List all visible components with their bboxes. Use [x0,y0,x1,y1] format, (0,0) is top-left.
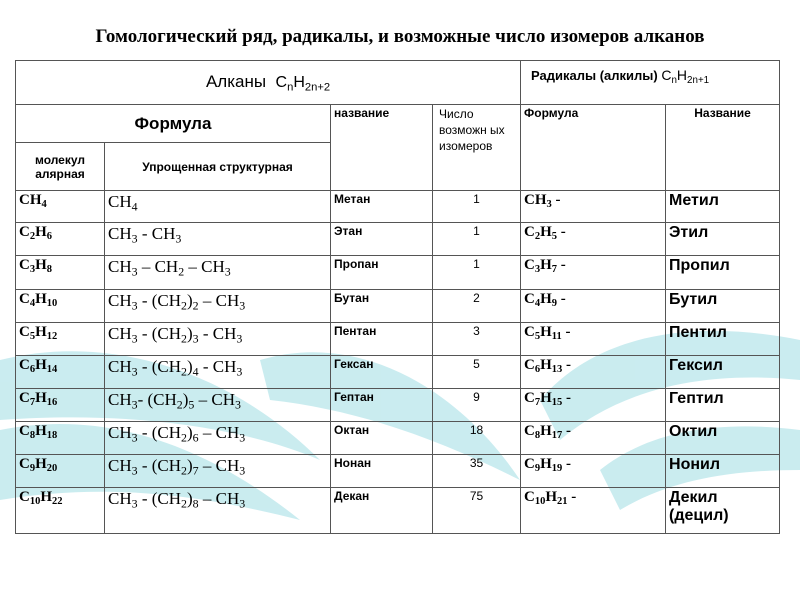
alkane-name: Метан [331,191,433,223]
table-row [16,455,780,488]
isomer-count: 2 [433,290,521,323]
structural-formula: $CH_3 - (CH_2)_3 - CH_3$ [105,323,331,356]
alkanes-general-formula: $C_nH_{2n+2}$ [275,73,331,94]
molecular-formula: $C_4H_{10}$ [16,290,105,323]
molecular-formula: $C_{10}H_{22}$ [16,488,105,534]
radicals-header: Радикалы (алкилы) $C_nH_{2n+1}$ [521,61,780,105]
alkane-name: Октан [331,422,433,455]
radical-formula: $C_2H_5$ - [521,223,666,256]
radical-name: Бутил [666,290,780,323]
radical-formula: $CH_3$ - [521,191,666,223]
molecular-formula: $C_3H_8$ [16,256,105,290]
isomer-count: 9 [433,389,521,422]
radicals-general-formula: $C_nH_{2n+1}$ [661,67,710,86]
table-row [16,323,780,356]
table-row [16,256,780,290]
alkane-name: Нонан [331,455,433,488]
radical-formula: $C_8H_{17}$ - [521,422,666,455]
structural-header: Упрощенная структурная [105,143,331,191]
table-row [16,290,780,323]
radical-formula: $C_4H_9$ - [521,290,666,323]
radical-name-header: Название [666,105,780,191]
structural-formula: $CH_3 - CH_2 - CH_3$ [105,256,331,290]
radical-formula: $C_7H_{15}$ - [521,389,666,422]
structural-formula: $CH_3 - (CH_2)_2 - CH_3$ [105,290,331,323]
structural-formula: $CH_3 - (CH_2)_8 - CH_3$ [105,488,331,534]
structural-formula: $CH_3-$ $(CH_2)_5 - CH_3$ [105,389,331,422]
molecular-formula: $CH_4$ [16,191,105,223]
radical-formula: $C_9H_{19}$ - [521,455,666,488]
radical-name: Метил [666,191,780,223]
radical-formula: $C_6H_{13}$ - [521,356,666,389]
radical-name: Декил (децил) [666,488,780,534]
isomer-count: 1 [433,256,521,290]
isomers-header: Число возможн ых изомеров [433,105,521,191]
isomer-count: 18 [433,422,521,455]
formula-header: Формула [16,105,331,143]
radical-formula-header: Формула [521,105,666,191]
table-row [16,356,780,389]
alkane-name: Пентан [331,323,433,356]
radical-name: Этил [666,223,780,256]
isomer-count: 1 [433,223,521,256]
radical-name: Гептил [666,389,780,422]
isomer-count: 75 [433,488,521,534]
radical-name: Нонил [666,455,780,488]
table-row [16,223,780,256]
structural-formula: $CH_3 - CH_3$ [105,223,331,256]
alkane-name: Гептан [331,389,433,422]
molecular-formula: $C_7H_{16}$ [16,389,105,422]
molecular-formula: $C_2H_6$ [16,223,105,256]
structural-formula: $CH_4$ [105,191,331,223]
molecular-formula: $C_5H_{12}$ [16,323,105,356]
page-title: Гомологический ряд, радикалы, и возможные число изомеров алканов [95,26,705,47]
radical-name: Гексил [666,356,780,389]
molecular-formula: $C_8H_{18}$ [16,422,105,455]
molecular-header: молекул алярная [16,143,105,191]
structural-formula: $CH_3 - (CH_2)_7 - CH_3$ [105,455,331,488]
isomer-count: 1 [433,191,521,223]
structural-formula: $CH_3 - (CH_2)_4 - CH_3$ [105,356,331,389]
alkane-name: Пропан [331,256,433,290]
structural-formula: $CH_3 - (CH_2)_6 - CH_3$ [105,422,331,455]
alkane-name: Гексан [331,356,433,389]
radical-formula: $C_3H_7$ - [521,256,666,290]
isomer-count: 3 [433,323,521,356]
radical-name: Октил [666,422,780,455]
alkane-name: Бутан [331,290,433,323]
radical-name: Пропил [666,256,780,290]
isomer-count: 5 [433,356,521,389]
radical-formula: $C_5H_{11}$ - [521,323,666,356]
table-row [16,389,780,422]
radical-formula: $C_{10}H_{21}$ - [521,488,666,534]
name-header: название [331,105,433,191]
table-row [16,422,780,455]
alkanes-header: Алканы $C_nH_{2n+2}$ [16,61,521,105]
molecular-formula: $C_6H_{14}$ [16,356,105,389]
molecular-formula: $C_9H_{20}$ [16,455,105,488]
table-row [16,191,780,223]
alkane-name: Декан [331,488,433,534]
radical-name: Пентил [666,323,780,356]
alkane-name: Этан [331,223,433,256]
isomer-count: 35 [433,455,521,488]
alkanes-table [15,60,780,534]
table-row [16,488,780,534]
